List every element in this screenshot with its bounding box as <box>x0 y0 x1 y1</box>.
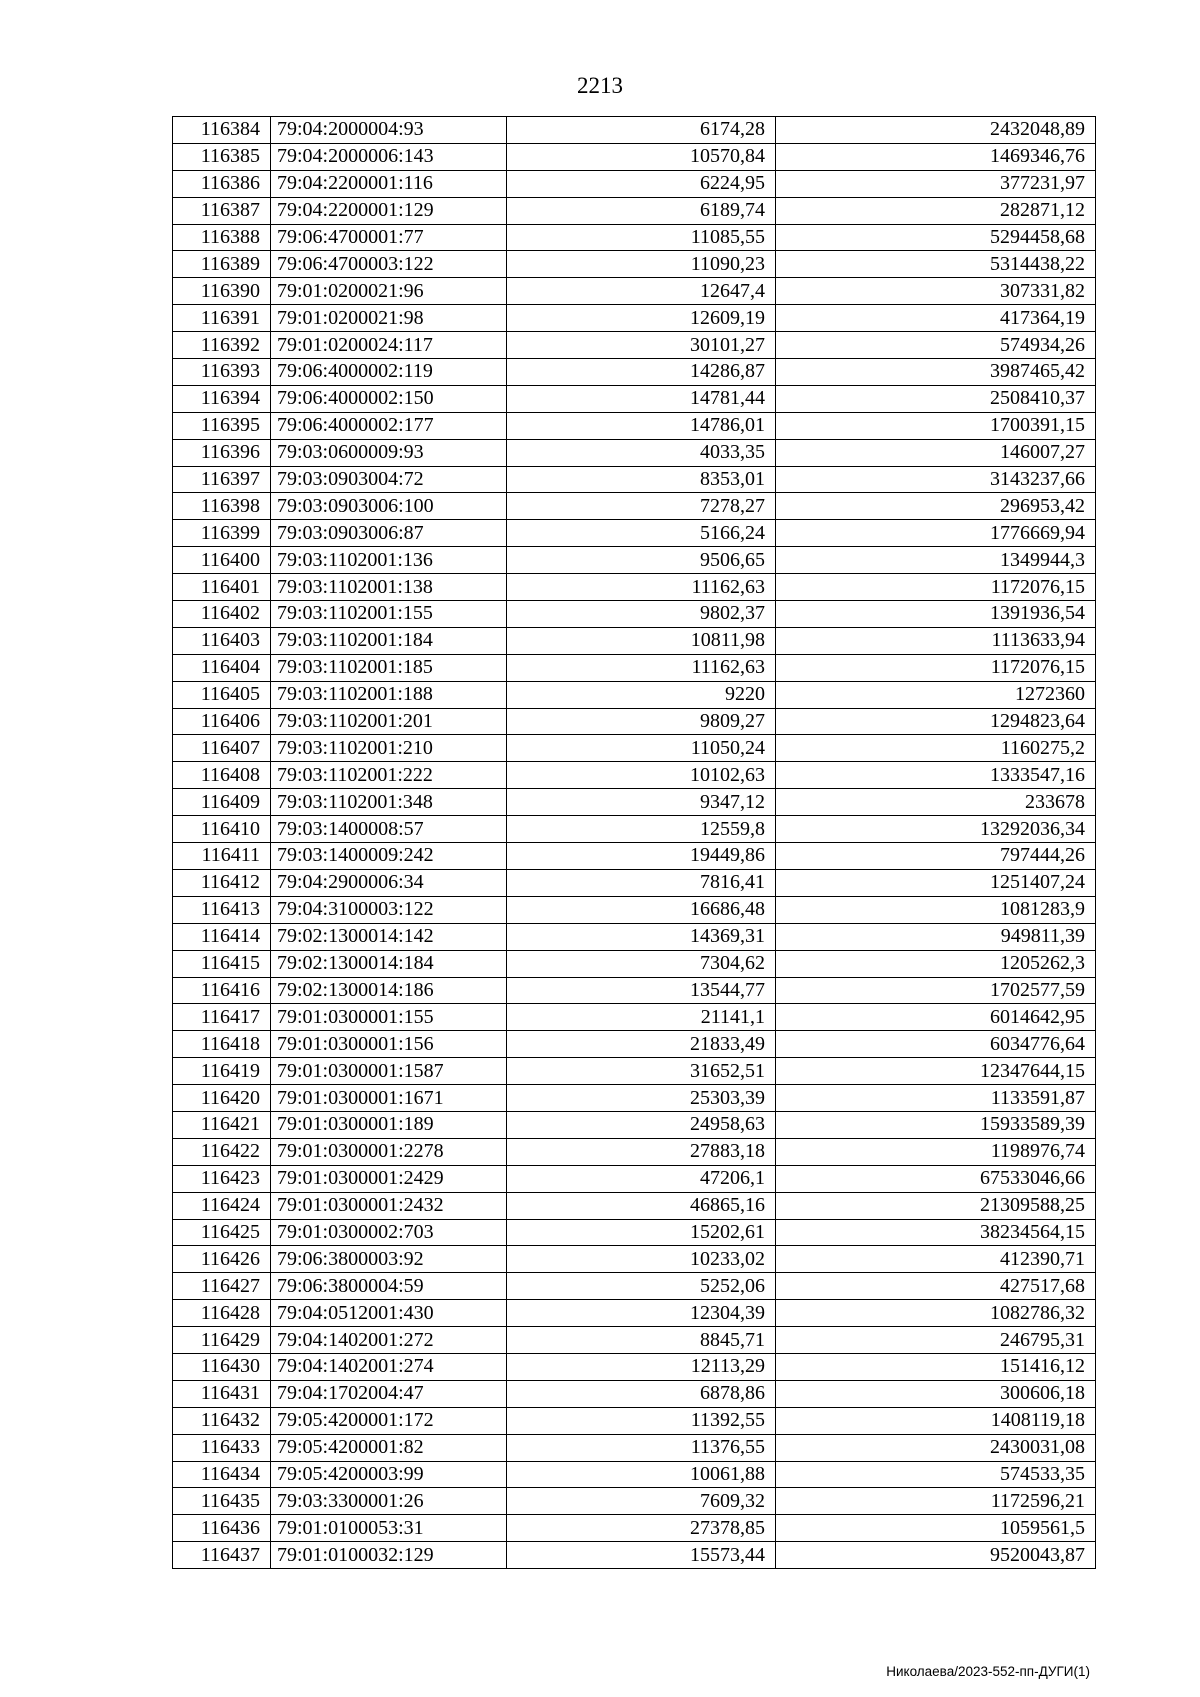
row-number-cell: 116425 <box>173 1219 271 1246</box>
value-cell: 1349944,3 <box>776 547 1096 574</box>
cadastral-number-cell: 79:01:0300001:2432 <box>271 1192 507 1219</box>
cadastral-number-cell: 79:03:1102001:155 <box>271 601 507 628</box>
value-cell: 2508410,37 <box>776 385 1096 412</box>
area-cell: 10811,98 <box>507 627 776 654</box>
value-cell: 282871,12 <box>776 197 1096 224</box>
value-cell: 377231,97 <box>776 170 1096 197</box>
value-cell: 3143237,66 <box>776 466 1096 493</box>
cadastral-number-cell: 79:06:3800003:92 <box>271 1246 507 1273</box>
cadastral-number-cell: 79:01:0300002:703 <box>271 1219 507 1246</box>
value-cell: 1113633,94 <box>776 627 1096 654</box>
value-cell: 797444,26 <box>776 843 1096 870</box>
row-number-cell: 116432 <box>173 1407 271 1434</box>
table-row <box>173 278 1096 305</box>
table-row <box>173 385 1096 412</box>
table-row <box>173 762 1096 789</box>
row-number-cell: 116437 <box>173 1542 271 1569</box>
row-number-cell: 116408 <box>173 762 271 789</box>
value-cell: 5314438,22 <box>776 251 1096 278</box>
row-number-cell: 116430 <box>173 1353 271 1380</box>
value-cell: 1160275,2 <box>776 735 1096 762</box>
value-cell: 1391936,54 <box>776 601 1096 628</box>
area-cell: 11162,63 <box>507 654 776 681</box>
area-cell: 6224,95 <box>507 170 776 197</box>
page-number: 2213 <box>577 73 623 98</box>
area-cell: 7278,27 <box>507 493 776 520</box>
area-cell: 27883,18 <box>507 1138 776 1165</box>
value-cell: 1172076,15 <box>776 654 1096 681</box>
area-cell: 7816,41 <box>507 869 776 896</box>
row-number-cell: 116433 <box>173 1434 271 1461</box>
area-cell: 25303,39 <box>507 1085 776 1112</box>
value-cell: 1776669,94 <box>776 520 1096 547</box>
area-cell: 19449,86 <box>507 843 776 870</box>
value-cell: 1172076,15 <box>776 574 1096 601</box>
cadastral-number-cell: 79:04:2000006:143 <box>271 143 507 170</box>
table-row <box>173 1192 1096 1219</box>
row-number-cell: 116422 <box>173 1138 271 1165</box>
cadastral-number-cell: 79:01:0200024:117 <box>271 332 507 359</box>
table-row <box>173 869 1096 896</box>
value-cell: 1272360 <box>776 681 1096 708</box>
value-cell: 1469346,76 <box>776 143 1096 170</box>
area-cell: 12647,4 <box>507 278 776 305</box>
row-number-cell: 116419 <box>173 1058 271 1085</box>
area-cell: 11050,24 <box>507 735 776 762</box>
table-row <box>173 816 1096 843</box>
row-number-cell: 116406 <box>173 708 271 735</box>
row-number-cell: 116388 <box>173 224 271 251</box>
row-number-cell: 116399 <box>173 520 271 547</box>
table-row <box>173 439 1096 466</box>
row-number-cell: 116421 <box>173 1111 271 1138</box>
value-cell: 1700391,15 <box>776 412 1096 439</box>
area-cell: 8845,71 <box>507 1327 776 1354</box>
row-number-cell: 116389 <box>173 251 271 278</box>
value-cell: 3987465,42 <box>776 359 1096 386</box>
row-number-cell: 116426 <box>173 1246 271 1273</box>
value-cell: 2432048,89 <box>776 117 1096 144</box>
table-row <box>173 466 1096 493</box>
area-cell: 11090,23 <box>507 251 776 278</box>
cadastral-number-cell: 79:04:3100003:122 <box>271 896 507 923</box>
cadastral-number-cell: 79:04:2000004:93 <box>271 117 507 144</box>
table-row <box>173 708 1096 735</box>
table-row <box>173 627 1096 654</box>
cadastral-number-cell: 79:06:3800004:59 <box>271 1273 507 1300</box>
value-cell: 1251407,24 <box>776 869 1096 896</box>
table-row <box>173 117 1096 144</box>
cadastral-number-cell: 79:01:0300001:2429 <box>271 1165 507 1192</box>
cadastral-number-cell: 79:03:1102001:348 <box>271 789 507 816</box>
area-cell: 12113,29 <box>507 1353 776 1380</box>
value-cell: 1294823,64 <box>776 708 1096 735</box>
area-cell: 8353,01 <box>507 466 776 493</box>
cadastral-number-cell: 79:03:0903006:100 <box>271 493 507 520</box>
cadastral-number-cell: 79:03:1102001:185 <box>271 654 507 681</box>
table-row <box>173 574 1096 601</box>
value-cell: 307331,82 <box>776 278 1096 305</box>
table-row <box>173 896 1096 923</box>
area-cell: 9347,12 <box>507 789 776 816</box>
row-number-cell: 116410 <box>173 816 271 843</box>
row-number-cell: 116409 <box>173 789 271 816</box>
cadastral-number-cell: 79:01:0100032:129 <box>271 1542 507 1569</box>
row-number-cell: 116392 <box>173 332 271 359</box>
area-cell: 47206,1 <box>507 1165 776 1192</box>
area-cell: 21141,1 <box>507 1004 776 1031</box>
value-cell: 300606,18 <box>776 1380 1096 1407</box>
value-cell: 6014642,95 <box>776 1004 1096 1031</box>
cadastral-number-cell: 79:02:1300014:142 <box>271 923 507 950</box>
value-cell: 233678 <box>776 789 1096 816</box>
table-row <box>173 1327 1096 1354</box>
table-row <box>173 789 1096 816</box>
area-cell: 12559,8 <box>507 816 776 843</box>
value-cell: 1059561,5 <box>776 1515 1096 1542</box>
table-row <box>173 1085 1096 1112</box>
area-cell: 13544,77 <box>507 977 776 1004</box>
row-number-cell: 116429 <box>173 1327 271 1354</box>
row-number-cell: 116394 <box>173 385 271 412</box>
value-cell: 296953,42 <box>776 493 1096 520</box>
table-row <box>173 1380 1096 1407</box>
table-row <box>173 1515 1096 1542</box>
cadastral-number-cell: 79:03:1102001:210 <box>271 735 507 762</box>
row-number-cell: 116404 <box>173 654 271 681</box>
cadastral-number-cell: 79:04:1702004:47 <box>271 1380 507 1407</box>
area-cell: 14369,31 <box>507 923 776 950</box>
value-cell: 21309588,25 <box>776 1192 1096 1219</box>
area-cell: 9809,27 <box>507 708 776 735</box>
cadastral-number-cell: 79:01:0300001:2278 <box>271 1138 507 1165</box>
cadastral-number-cell: 79:03:1102001:201 <box>271 708 507 735</box>
table-row <box>173 547 1096 574</box>
table-row <box>173 601 1096 628</box>
cadastral-number-cell: 79:01:0200021:96 <box>271 278 507 305</box>
area-cell: 11392,55 <box>507 1407 776 1434</box>
cadastral-number-cell: 79:05:4200001:172 <box>271 1407 507 1434</box>
cadastral-number-cell: 79:01:0300001:1671 <box>271 1085 507 1112</box>
table-row <box>173 1353 1096 1380</box>
area-cell: 10061,88 <box>507 1461 776 1488</box>
area-cell: 15202,61 <box>507 1219 776 1246</box>
area-cell: 5252,06 <box>507 1273 776 1300</box>
row-number-cell: 116413 <box>173 896 271 923</box>
area-cell: 10102,63 <box>507 762 776 789</box>
cadastral-number-cell: 79:05:4200003:99 <box>271 1461 507 1488</box>
cadastral-number-cell: 79:03:1400009:242 <box>271 843 507 870</box>
table-row <box>173 1273 1096 1300</box>
area-cell: 12304,39 <box>507 1300 776 1327</box>
area-cell: 11376,55 <box>507 1434 776 1461</box>
table-row <box>173 654 1096 681</box>
area-cell: 9220 <box>507 681 776 708</box>
cadastral-number-cell: 79:01:0200021:98 <box>271 305 507 332</box>
area-cell: 6189,74 <box>507 197 776 224</box>
area-cell: 21833,49 <box>507 1031 776 1058</box>
table-row <box>173 1219 1096 1246</box>
value-cell: 246795,31 <box>776 1327 1096 1354</box>
value-cell: 1082786,32 <box>776 1300 1096 1327</box>
value-cell: 15933589,39 <box>776 1111 1096 1138</box>
row-number-cell: 116400 <box>173 547 271 574</box>
cadastral-number-cell: 79:03:1102001:188 <box>271 681 507 708</box>
table-row <box>173 950 1096 977</box>
value-cell: 12347644,15 <box>776 1058 1096 1085</box>
value-cell: 38234564,15 <box>776 1219 1096 1246</box>
area-cell: 11162,63 <box>507 574 776 601</box>
value-cell: 1205262,3 <box>776 950 1096 977</box>
table-row <box>173 305 1096 332</box>
table-row <box>173 520 1096 547</box>
area-cell: 11085,55 <box>507 224 776 251</box>
row-number-cell: 116398 <box>173 493 271 520</box>
table-row <box>173 359 1096 386</box>
row-number-cell: 116386 <box>173 170 271 197</box>
area-cell: 15573,44 <box>507 1542 776 1569</box>
value-cell: 427517,68 <box>776 1273 1096 1300</box>
document-footer: Николаева/2023-552-пп-ДУГИ(1) <box>886 1664 1090 1679</box>
table-row <box>173 1542 1096 1569</box>
row-number-cell: 116396 <box>173 439 271 466</box>
cadastral-number-cell: 79:03:3300001:26 <box>271 1488 507 1515</box>
cadastral-number-cell: 79:06:4000002:177 <box>271 412 507 439</box>
row-number-cell: 116431 <box>173 1380 271 1407</box>
value-cell: 6034776,64 <box>776 1031 1096 1058</box>
table-row <box>173 1111 1096 1138</box>
cadastral-number-cell: 79:06:4700001:77 <box>271 224 507 251</box>
cadastral-number-cell: 79:02:1300014:186 <box>271 977 507 1004</box>
cadastral-number-cell: 79:06:4000002:119 <box>271 359 507 386</box>
row-number-cell: 116401 <box>173 574 271 601</box>
value-cell: 1408119,18 <box>776 1407 1096 1434</box>
row-number-cell: 116415 <box>173 950 271 977</box>
cadastral-number-cell: 79:03:1102001:184 <box>271 627 507 654</box>
table-row <box>173 1461 1096 1488</box>
value-cell: 1172596,21 <box>776 1488 1096 1515</box>
area-cell: 6174,28 <box>507 117 776 144</box>
registry-table <box>172 116 1096 1569</box>
value-cell: 417364,19 <box>776 305 1096 332</box>
row-number-cell: 116407 <box>173 735 271 762</box>
row-number-cell: 116412 <box>173 869 271 896</box>
row-number-cell: 116387 <box>173 197 271 224</box>
row-number-cell: 116424 <box>173 1192 271 1219</box>
row-number-cell: 116385 <box>173 143 271 170</box>
row-number-cell: 116414 <box>173 923 271 950</box>
table-row <box>173 681 1096 708</box>
value-cell: 574533,35 <box>776 1461 1096 1488</box>
area-cell: 7304,62 <box>507 950 776 977</box>
value-cell: 574934,26 <box>776 332 1096 359</box>
area-cell: 27378,85 <box>507 1515 776 1542</box>
area-cell: 4033,35 <box>507 439 776 466</box>
cadastral-number-cell: 79:06:4000002:150 <box>271 385 507 412</box>
value-cell: 151416,12 <box>776 1353 1096 1380</box>
row-number-cell: 116393 <box>173 359 271 386</box>
area-cell: 9802,37 <box>507 601 776 628</box>
cadastral-number-cell: 79:04:1402001:274 <box>271 1353 507 1380</box>
cadastral-number-cell: 79:01:0300001:156 <box>271 1031 507 1058</box>
cadastral-number-cell: 79:05:4200001:82 <box>271 1434 507 1461</box>
row-number-cell: 116384 <box>173 117 271 144</box>
value-cell: 1133591,87 <box>776 1085 1096 1112</box>
table-row <box>173 332 1096 359</box>
area-cell: 14786,01 <box>507 412 776 439</box>
row-number-cell: 116436 <box>173 1515 271 1542</box>
area-cell: 10233,02 <box>507 1246 776 1273</box>
cadastral-number-cell: 79:03:1102001:222 <box>271 762 507 789</box>
area-cell: 16686,48 <box>507 896 776 923</box>
table-row <box>173 1058 1096 1085</box>
cadastral-number-cell: 79:04:0512001:430 <box>271 1300 507 1327</box>
row-number-cell: 116390 <box>173 278 271 305</box>
table-row <box>173 493 1096 520</box>
table-row <box>173 1165 1096 1192</box>
value-cell: 146007,27 <box>776 439 1096 466</box>
table-row <box>173 977 1096 1004</box>
area-cell: 30101,27 <box>507 332 776 359</box>
value-cell: 949811,39 <box>776 923 1096 950</box>
value-cell: 1702577,59 <box>776 977 1096 1004</box>
table-row <box>173 1004 1096 1031</box>
row-number-cell: 116397 <box>173 466 271 493</box>
cadastral-number-cell: 79:04:2200001:116 <box>271 170 507 197</box>
row-number-cell: 116428 <box>173 1300 271 1327</box>
cadastral-number-cell: 79:06:4700003:122 <box>271 251 507 278</box>
value-cell: 2430031,08 <box>776 1434 1096 1461</box>
row-number-cell: 116418 <box>173 1031 271 1058</box>
area-cell: 10570,84 <box>507 143 776 170</box>
value-cell: 13292036,34 <box>776 816 1096 843</box>
table-row <box>173 170 1096 197</box>
area-cell: 6878,86 <box>507 1380 776 1407</box>
row-number-cell: 116411 <box>173 843 271 870</box>
area-cell: 46865,16 <box>507 1192 776 1219</box>
table-row <box>173 251 1096 278</box>
table-row <box>173 224 1096 251</box>
cadastral-number-cell: 79:03:0600009:93 <box>271 439 507 466</box>
row-number-cell: 116434 <box>173 1461 271 1488</box>
cadastral-number-cell: 79:04:2900006:34 <box>271 869 507 896</box>
row-number-cell: 116391 <box>173 305 271 332</box>
row-number-cell: 116416 <box>173 977 271 1004</box>
cadastral-number-cell: 79:03:1102001:136 <box>271 547 507 574</box>
value-cell: 5294458,68 <box>776 224 1096 251</box>
value-cell: 1333547,16 <box>776 762 1096 789</box>
value-cell: 1198976,74 <box>776 1138 1096 1165</box>
table-row <box>173 1138 1096 1165</box>
value-cell: 1081283,9 <box>776 896 1096 923</box>
area-cell: 14286,87 <box>507 359 776 386</box>
registry-table-body <box>173 117 1096 1569</box>
cadastral-number-cell: 79:01:0300001:189 <box>271 1111 507 1138</box>
table-row <box>173 1434 1096 1461</box>
value-cell: 412390,71 <box>776 1246 1096 1273</box>
row-number-cell: 116395 <box>173 412 271 439</box>
table-row <box>173 843 1096 870</box>
table-row <box>173 1246 1096 1273</box>
row-number-cell: 116435 <box>173 1488 271 1515</box>
cadastral-number-cell: 79:03:1102001:138 <box>271 574 507 601</box>
cadastral-number-cell: 79:03:1400008:57 <box>271 816 507 843</box>
table-row <box>173 735 1096 762</box>
cadastral-number-cell: 79:02:1300014:184 <box>271 950 507 977</box>
cadastral-number-cell: 79:01:0100053:31 <box>271 1515 507 1542</box>
row-number-cell: 116420 <box>173 1085 271 1112</box>
cadastral-number-cell: 79:04:2200001:129 <box>271 197 507 224</box>
area-cell: 7609,32 <box>507 1488 776 1515</box>
cadastral-number-cell: 79:01:0300001:155 <box>271 1004 507 1031</box>
cadastral-number-cell: 79:03:0903006:87 <box>271 520 507 547</box>
cadastral-number-cell: 79:03:0903004:72 <box>271 466 507 493</box>
row-number-cell: 116405 <box>173 681 271 708</box>
table-row <box>173 412 1096 439</box>
area-cell: 9506,65 <box>507 547 776 574</box>
row-number-cell: 116403 <box>173 627 271 654</box>
row-number-cell: 116402 <box>173 601 271 628</box>
area-cell: 31652,51 <box>507 1058 776 1085</box>
table-row <box>173 1407 1096 1434</box>
cadastral-number-cell: 79:04:1402001:272 <box>271 1327 507 1354</box>
table-row <box>173 923 1096 950</box>
table-row <box>173 1300 1096 1327</box>
table-row <box>173 1488 1096 1515</box>
table-row <box>173 143 1096 170</box>
value-cell: 9520043,87 <box>776 1542 1096 1569</box>
area-cell: 12609,19 <box>507 305 776 332</box>
row-number-cell: 116423 <box>173 1165 271 1192</box>
table-row <box>173 1031 1096 1058</box>
area-cell: 14781,44 <box>507 385 776 412</box>
value-cell: 67533046,66 <box>776 1165 1096 1192</box>
row-number-cell: 116427 <box>173 1273 271 1300</box>
table-row <box>173 197 1096 224</box>
area-cell: 24958,63 <box>507 1111 776 1138</box>
area-cell: 5166,24 <box>507 520 776 547</box>
row-number-cell: 116417 <box>173 1004 271 1031</box>
cadastral-number-cell: 79:01:0300001:1587 <box>271 1058 507 1085</box>
